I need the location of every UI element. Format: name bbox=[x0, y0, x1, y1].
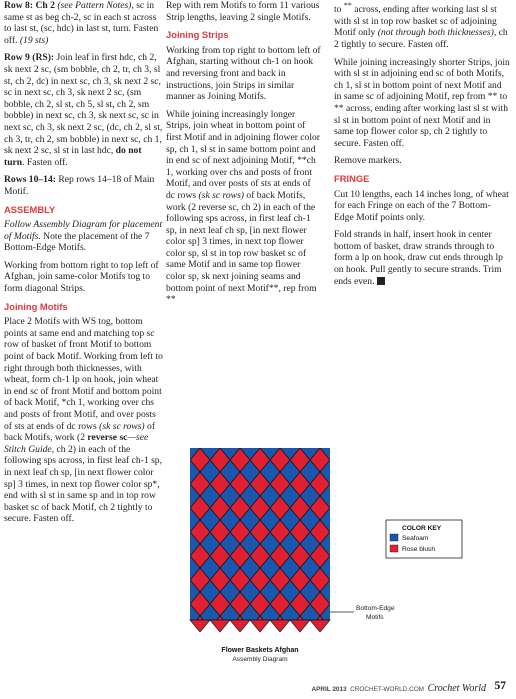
bottom-edge-motif-point bbox=[250, 620, 270, 632]
text-column-1 bbox=[4, 0, 164, 531]
strips-intro-paragraph: Rep with rem Motifs to form 11 various Strip lengths, leaving 2 single Motifs. bbox=[166, 0, 320, 23]
row9-bold: do not turn bbox=[4, 145, 142, 168]
jm-text-2: of back Motifs, work (2 bbox=[4, 420, 156, 444]
row9-heading: Row 9 (RS): bbox=[4, 52, 55, 64]
motif-diamond bbox=[170, 520, 190, 544]
js-text-2: of back Motifs, work (2 reverse sc, ch 2) in each of the following sps across, in first leaf ch-1 sp, in next leaf ch sp, [in next flower color sp] 3 times, in next top flower color sp, sl st in top row basket sc of same Motif and in same top flower color sp, sk next joining seams and bottom point of next Motif**, rep from ** bbox=[166, 189, 317, 306]
row8-stitch-count: (19 sts) bbox=[19, 34, 49, 46]
diagram-subtitle: Assembly Diagram bbox=[232, 656, 288, 663]
motif-diamond bbox=[168, 460, 180, 484]
joining-motifs-heading: Joining Motifs bbox=[4, 300, 68, 312]
bottom-edge-label-2: Motifs bbox=[366, 614, 384, 621]
motif-diamond bbox=[350, 568, 370, 592]
motif-diamond bbox=[250, 440, 270, 448]
assembly-diagram-svg bbox=[168, 440, 508, 670]
motif-diamond bbox=[330, 520, 350, 544]
motif-diamond bbox=[330, 616, 350, 640]
motif-diamond bbox=[170, 440, 190, 448]
fringe-paragraph-1: Cut 10 lengths, each 14 inches long, of wheat for each Fringe on each of the 7 Bottom-Edge Motif points only. bbox=[334, 188, 509, 223]
fringe-text-2: Fold strands in half, insert hook in center bottom of basket, draw strands through to form a lp on hook, draw cut ends through lp on hook. Pull gently to secure strands. Trim ends even. bbox=[334, 229, 503, 287]
motif-diamond bbox=[170, 472, 190, 496]
motif-diamond bbox=[168, 508, 180, 532]
continuation-paragraph: to ** across, ending after working last sl st with sl st in top row basket sc of adjoining Motif only (not through both thicknesses), ch 2 tightly to secure. Fasten off. bbox=[334, 1, 508, 50]
motif-diamond bbox=[330, 544, 350, 568]
assembly-paragraph-2: Working from bottom right to top left of Afghan, join same-color Motifs tog to form diagonal Strips. bbox=[4, 259, 159, 295]
row8-note: (see Pattern Notes) bbox=[57, 0, 132, 11]
assembly-paragraph-1 bbox=[4, 219, 164, 254]
motif-diamond bbox=[340, 556, 360, 580]
assembly-diagram bbox=[168, 440, 508, 670]
assembly-italic: Follow Assembly Diagram for placement of Motifs. bbox=[4, 219, 163, 242]
joining-strips-paragraph-2 bbox=[166, 109, 322, 306]
motif-diamond bbox=[290, 440, 310, 448]
motif-diamond bbox=[350, 472, 370, 496]
motif-diamond bbox=[170, 592, 190, 616]
jm-italic-2: —see Stitch Guide bbox=[4, 432, 149, 455]
end-of-article-icon bbox=[377, 277, 385, 285]
bottom-edge-label-1: Bottom-Edge bbox=[356, 605, 395, 612]
motif-diamond bbox=[168, 484, 180, 508]
motif-diamond bbox=[340, 484, 360, 508]
color-key-title: COLOR KEY bbox=[402, 525, 442, 532]
motif-diamond bbox=[340, 440, 360, 460]
assembly-rest: Note the placement of the 7 Bottom-Edge Motifs. bbox=[4, 230, 150, 254]
color-key bbox=[386, 520, 462, 558]
cont-text: across, ending after working last sl st with sl st in top row basket sc of adjoining Motif only bbox=[334, 4, 497, 39]
rows10-14-heading: Rows 10–14: bbox=[4, 174, 56, 186]
motif-diamond bbox=[330, 592, 350, 616]
bottom-edge-points bbox=[190, 620, 330, 632]
diagram-title: Flower Baskets Afghan bbox=[221, 647, 299, 654]
rows10-14-body: Rep rows 14–18 of Main Motif. bbox=[4, 174, 155, 197]
text-column-2 bbox=[166, 0, 322, 312]
motif-diamond bbox=[190, 440, 210, 448]
fringe-heading: FRINGE bbox=[334, 172, 370, 184]
motif-grid bbox=[168, 440, 370, 640]
footer-site: CROCHET-WORLD.COM bbox=[350, 686, 424, 693]
row9-body: Join leaf in first hdc, ch 2, sk next 2 sc, (sm bobble, ch 2, tr, ch 3, sl st, ch 2, dc) in next sc, ch 3, sk next 2 sc, sc in next sc, ch 3, sk next 2 sc, (sm bobble, ch 2, sl st, ch 5, sl st, ch 2, sm bobble) in next sc, ch 3, sk next sc, sc in next sc, ch 3, sk next 2 sc, (dc, ch 2, sl st, ch 3, tr, ch 2, sm bobble) in next sc, ch 1, sk next 2 sc, sl st in last hdc, bbox=[4, 52, 163, 157]
jm-bold: reverse sc bbox=[87, 432, 128, 444]
motif-diamond bbox=[170, 616, 190, 640]
motif-diamond bbox=[340, 460, 360, 484]
motif-diamond bbox=[170, 544, 190, 568]
rose-blush-swatch bbox=[390, 545, 398, 552]
joining-strips-paragraph-1: Working from top right to bottom left of Afghan, starting without ch-1 on hook and reversing front and back in instructions, join Strips in similar manner as Joining Motifs. bbox=[166, 44, 321, 103]
motif-diamond bbox=[340, 580, 360, 604]
motif-diamond bbox=[168, 440, 180, 460]
joining-motifs-paragraph bbox=[4, 316, 164, 525]
cont-pre: to bbox=[334, 4, 344, 16]
seafoam-swatch bbox=[390, 534, 398, 541]
page-number: 57 bbox=[494, 680, 506, 692]
remove-markers-paragraph: Remove markers. bbox=[334, 155, 402, 167]
fringe-paragraph-2 bbox=[334, 229, 510, 287]
motif-diamond bbox=[270, 440, 290, 448]
motif-diamond bbox=[168, 604, 180, 628]
bottom-edge-motif-point bbox=[230, 620, 250, 632]
text-column-3 bbox=[334, 0, 510, 293]
motif-diamond bbox=[330, 448, 350, 472]
bottom-edge-motif-point bbox=[290, 620, 310, 632]
motif-diamond bbox=[330, 568, 350, 592]
motif-diamond bbox=[170, 448, 190, 472]
js-text-1: While joining increasingly longer Strips, join wheat in bottom point of first Motif and in adjoining flower color sp, ch 1, sl st in same bottom point and in end sc of next adjoining Motif, **ch 1, working over chs and posts of front Motif, and over posts of sts at ends of dc rows bbox=[166, 108, 321, 201]
page-footer bbox=[0, 680, 516, 699]
motif-diamond bbox=[330, 496, 350, 520]
jm-text-1: Place 2 Motifs with WS tog, bottom points at same end and matching top sc row of basket of front Motif to bottom point of back Motif. Working from left to right through both thicknesses, with wheat, form ch-1 lp on hook, join wheat in end sc of front Motif and bottom point of back Motif, *ch 1, working over chs and posts of front Motif, and over posts of sts at ends of dc rows bbox=[4, 316, 163, 432]
motif-diamond bbox=[350, 592, 370, 616]
motif-diamond bbox=[310, 440, 330, 448]
cont-end: , ch 2 tightly to secure. Fasten off. bbox=[334, 27, 508, 50]
bottom-edge-motif-point bbox=[190, 620, 210, 632]
seafoam-label: Seafoam bbox=[402, 535, 429, 542]
motif-diamond bbox=[350, 520, 370, 544]
motif-diamond bbox=[170, 496, 190, 520]
row8-body: , sc in same st as beg ch-2, sc in each st across to last st, (sc, hdc) in last st, turn. Fasten off. bbox=[4, 0, 159, 46]
motif-diamond bbox=[168, 556, 180, 580]
motif-diamond bbox=[168, 580, 180, 604]
motif-diamond bbox=[170, 568, 190, 592]
footer-text bbox=[312, 683, 486, 694]
motif-diamond bbox=[210, 440, 230, 448]
motif-diamond bbox=[340, 532, 360, 556]
joining-strips-heading: Joining Strips bbox=[166, 29, 229, 41]
cont-italic: (not through both thicknesses) bbox=[377, 27, 494, 39]
rows10-14-paragraph bbox=[4, 174, 164, 197]
motif-diamond bbox=[350, 496, 370, 520]
motif-diamond bbox=[340, 508, 360, 532]
motif-diamond bbox=[350, 544, 370, 568]
rose-blush-label: Rose blush bbox=[402, 546, 435, 553]
js-italic: (sk sc rows) bbox=[198, 189, 244, 201]
row9-paragraph bbox=[4, 52, 164, 168]
footer-magazine: Crochet World bbox=[427, 683, 486, 694]
motif-diamond bbox=[330, 472, 350, 496]
bottom-edge-motif-point bbox=[210, 620, 230, 632]
jm-italic-1: (sk sc rows) bbox=[99, 420, 145, 432]
motif-diamond bbox=[230, 440, 250, 448]
bottom-edge-motif-point bbox=[270, 620, 290, 632]
bottom-edge-motif-point bbox=[310, 620, 330, 632]
footer-date: APRIL 2013 bbox=[311, 686, 347, 693]
motif-diamond bbox=[350, 448, 370, 472]
assembly-heading: ASSEMBLY bbox=[4, 203, 56, 215]
jm-text-3: , ch 2) in each of the following sps across, in first leaf ch-1 sp, in next leaf ch sp, [in next flower color sp] 3 times, in next top flower color sp*, end with sl st in same sp and in top row basket sc of back Motif, ch 2 tightly to secure. Fasten off. bbox=[4, 443, 163, 525]
motif-diamond bbox=[350, 440, 370, 448]
motif-diamond bbox=[330, 440, 350, 448]
row8-heading: Row 8: Ch 2 bbox=[4, 0, 55, 11]
motif-diamond bbox=[168, 532, 180, 556]
row9-end: . Fasten off. bbox=[22, 156, 68, 168]
row8-paragraph bbox=[4, 0, 164, 46]
shorter-strips-paragraph: While joining increasingly shorter Strips, join with sl st in adjoining end sc of both Motifs, ch 1, sl st in bottom point of next Motif and in same sc of adjoining Motif, rep from ** to ** across, ending after working last sl st with sl st in bottom point of next Motif and in same top flower color sp, ch 2 tightly to secure. Fasten off. bbox=[334, 56, 510, 149]
